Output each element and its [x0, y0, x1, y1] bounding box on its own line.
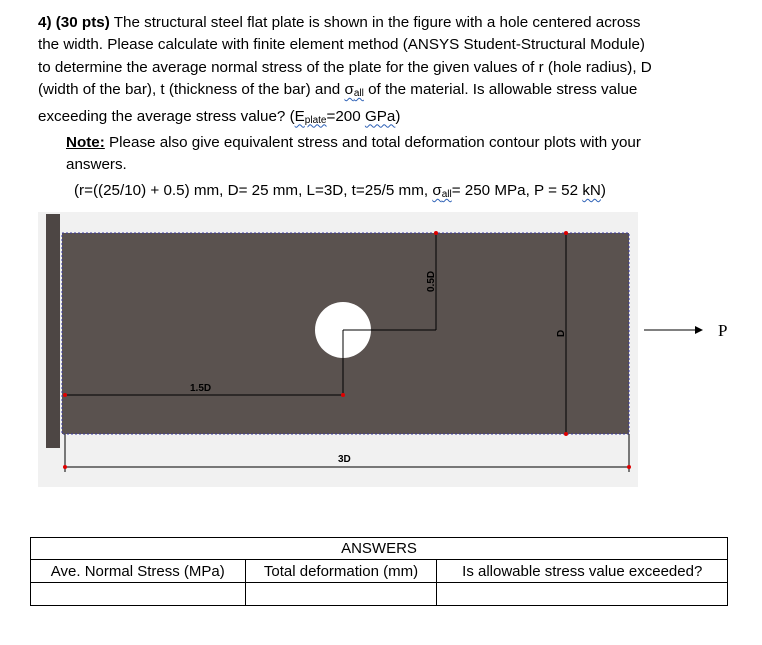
problem-text-4a: (width of the bar), t (thickness of the bar) and — [38, 81, 341, 99]
answers-table — [30, 537, 728, 606]
problem-text-1: The structural steel flat plate is shown in the figure with a hole centered across — [113, 14, 641, 31]
fixed-wall — [46, 214, 60, 448]
problem-line-3: to determine the average normal stress of the plate for the given values of r (hole radius), D — [38, 58, 652, 76]
problem-statement — [38, 12, 728, 206]
note-text: Please also give equivalent stress and total deformation contour plots with your — [109, 134, 641, 152]
header-ave-normal-stress: Ave. Normal Stress (MPa) — [31, 560, 246, 583]
sigma-all-symbol: $\sigma_{all}$ — [344, 81, 364, 100]
answer-ave-normal-stress[interactable] — [31, 583, 246, 606]
label-3d: 3D — [338, 454, 351, 465]
problem-text-5b: ) — [395, 107, 401, 125]
given-sigma-symbol: $\sigma_{all}$ — [432, 181, 452, 200]
dim-d-bottom — [564, 432, 568, 436]
label-d: D — [556, 329, 567, 337]
problem-text-4b: of the material. Is allowable stress value — [368, 81, 638, 99]
dim-1-5d-end — [341, 393, 345, 397]
dim-3d-end — [627, 465, 631, 469]
e-value: =200 — [326, 107, 361, 125]
dim-1-5d-start — [63, 393, 67, 397]
problem-line-1 — [38, 12, 728, 34]
dim-3d-start — [63, 465, 67, 469]
header-total-deformation: Total deformation (mm) — [245, 560, 437, 583]
problem-points: (30 pts) — [55, 14, 110, 31]
given-text-c: ) — [600, 181, 606, 199]
problem-number: 4) — [38, 14, 52, 31]
label-p: P — [718, 321, 728, 340]
answer-allowable-exceeded[interactable] — [437, 583, 728, 606]
answers-title: ANSWERS — [31, 538, 728, 560]
dim-0-5d-top — [434, 231, 438, 235]
problem-line-2: the width. Please calculate with finite element method (ANSYS Student-Structural Module) — [38, 36, 645, 54]
answer-total-deformation[interactable] — [245, 583, 437, 606]
header-allowable-exceeded: Is allowable stress value exceeded? — [437, 560, 728, 583]
label-1-5d: 1.5D — [190, 383, 212, 394]
given-text-a: (r=((25/10) + 0.5) mm, D= 25 mm, L=3D, t=25/5 mm, — [74, 181, 429, 199]
e-plate-symbol: $E_{plate}$ — [294, 107, 327, 126]
note-label: Note: — [66, 134, 105, 152]
gpa-unit: GPa — [364, 107, 396, 125]
plate-figure — [38, 200, 758, 490]
problem-line-5 — [38, 106, 728, 132]
note-line-2: answers. — [66, 156, 127, 174]
answers-value-row — [31, 583, 728, 606]
dim-d-top — [564, 231, 568, 235]
problem-text-5a: exceeding the average stress value? ( — [38, 107, 295, 125]
given-text-b: = 250 MPa, P = 52 — [451, 181, 579, 199]
problem-line-4 — [38, 79, 728, 105]
label-0-5d: 0.5D — [426, 270, 437, 292]
answers-header-row — [31, 560, 728, 583]
note-line — [38, 132, 728, 154]
given-unit: kN — [582, 181, 601, 199]
